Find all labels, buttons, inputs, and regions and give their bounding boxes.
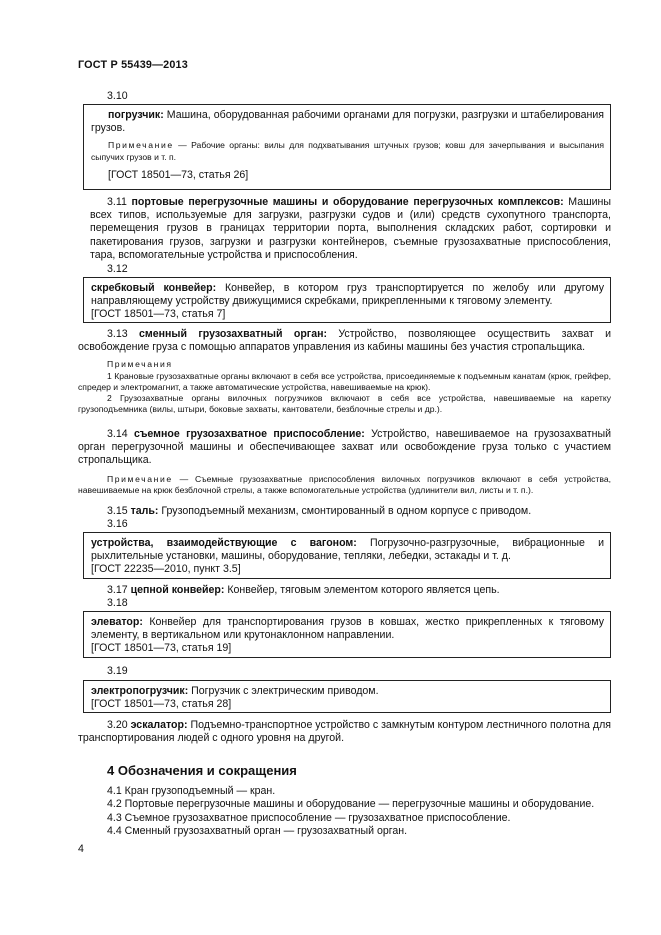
term-3-13 <box>78 328 611 415</box>
term-definition <box>91 685 604 698</box>
term-name: цепной конвейер: <box>130 584 225 596</box>
term-number: 3.14 <box>107 428 128 440</box>
term-reference: [ГОСТ 18501—73, статья 26] <box>108 169 249 181</box>
section-title: 4 Обозначения и сокращения <box>107 763 297 778</box>
term-definition <box>91 537 604 563</box>
term-definition <box>78 428 611 468</box>
definition-text: Машина, оборудованная рабочими органами для погрузки, разгрузки и штабелирования грузов. <box>91 109 604 135</box>
definition-text: Погрузочно-разгрузочные, вибрационные и рыхлительные установки, машины, оборудование, тепляки, лебедки, эстакады и т. д. <box>91 537 604 563</box>
definition-text: Устройство, навешиваемое на грузозахватный орган перегрузочной машины и обеспечивающее захват или освобождение груза только с участием стропальщика. <box>78 428 611 467</box>
term-box-3-16 <box>83 532 611 579</box>
note-text: — Рабочие органы: вилы для подхватывания штучных грузов; ковш для зачерпывания и высыпания сыпучих грузов и т. п. <box>91 140 604 162</box>
term-reference: [ГОСТ 18501—73, статья 28] <box>91 698 232 711</box>
definition-text: Подъемно-транспортное устройство с замкнутым контуром лестничного полотна для транспортирования людей с одного уровня на другой. <box>78 719 611 745</box>
term-3-15 <box>107 505 531 518</box>
term-number-3-12: 3.12 <box>107 263 128 275</box>
term-number: 3.17 <box>107 584 128 596</box>
term-reference: [ГОСТ 22235—2010, пункт 3.5] <box>91 563 241 576</box>
definition-text: Конвейер для транспортирования грузов в ковшах, жестко прикрепленных к тяговому элементу, в вертикальном или крутонаклонном направлении. <box>91 616 604 642</box>
term-box-3-18 <box>83 611 611 658</box>
term-3-11 <box>90 196 611 262</box>
abbreviations-list <box>107 785 611 839</box>
note-2: 2 Грузозахватные органы вилочных погрузчиков включают в себя все устройства, навешиваемые на каретку грузоподъемника (вилы, штыри, боковые захваты, кантователи, безблочные стрелы и др.). <box>78 393 611 415</box>
term-reference: [ГОСТ 18501—73, статья 19] <box>91 642 232 655</box>
definition-text: Конвейер, в котором груз транспортируется по желобу или другому направляющему устройству движущимися скребками, прикрепленными к тяговому элементу. <box>91 282 604 308</box>
term-name: скребковый конвейер: <box>91 282 217 294</box>
list-item: 4.3 Съемное грузозахватное приспособление — грузозахватное приспособление. <box>107 811 511 824</box>
term-box-3-12 <box>83 277 611 323</box>
term-name: таль: <box>130 505 159 517</box>
term-definition <box>91 616 604 642</box>
term-name: устройства, взаимодействующие с вагоном: <box>91 537 357 549</box>
document-header: ГОСТ Р 55439—2013 <box>78 59 188 71</box>
term-note <box>91 140 604 163</box>
note-label: Примечание <box>108 140 174 151</box>
notes-label: Примечания <box>107 359 173 370</box>
term-3-20 <box>78 719 611 745</box>
term-number-3-16: 3.16 <box>107 518 128 530</box>
definition-text: Машины всех типов, используемые для загрузки, разгрузки судов и (или) средств сухопутного транспорта, перемещения грузов в границах территории порта, выполнения складских работ, сортировки и пакетирования грузов, загрузки и разгрузки контейнеров, съемные грузозахватные приспособления, тара, вспомогательные устройства и приспособления. <box>90 196 611 261</box>
term-name: сменный грузозахватный орган: <box>139 328 328 340</box>
term-definition <box>78 328 611 354</box>
term-number-3-19: 3.19 <box>107 665 128 677</box>
list-item: 4.1 Кран грузоподъемный — кран. <box>107 785 276 797</box>
term-name: электропогрузчик: <box>91 685 189 697</box>
term-number: 3.11 <box>107 196 127 208</box>
page-number: 4 <box>78 843 84 855</box>
definition-text: Погрузчик с электрическим приводом. <box>188 685 379 697</box>
term-name: съемное грузозахватное приспособление: <box>133 428 365 440</box>
list-item: 4.4 Сменный грузозахватный орган — грузозахватный орган. <box>107 825 408 838</box>
definition-text: Грузоподъемный механизм, смонтированный в одном корпусе с приводом. <box>158 505 532 517</box>
note-text: — Съемные грузозахватные приспособления вилочных погрузчиков включают в себя устройства, навешиваемые на крюк безблочной стрелы, а также вспомогательные устройства (удлинители вил, листы и т. п.). <box>78 473 611 495</box>
term-3-17 <box>107 584 500 597</box>
term-definition <box>78 719 611 745</box>
definition-text: Конвейер, тяговым элементом которого является цепь. <box>224 584 500 596</box>
term-number-3-18: 3.18 <box>107 597 128 609</box>
note-label: Примечание <box>107 473 173 484</box>
term-note <box>78 474 611 496</box>
term-name: элеватор: <box>91 616 143 628</box>
term-name: портовые перегрузочные машины и оборудование перегрузочных комплексов: <box>131 196 564 208</box>
term-number: 3.15 <box>107 505 128 517</box>
note-1: 1 Крановые грузозахватные органы включают в себя все устройства, присоединяемые к подъемным канатам (крюк, грейфер, спредер и электромагнит, а также автоматические устройства, навешиваемые на крюк). <box>78 370 611 392</box>
term-name: эскалатор: <box>130 719 188 731</box>
term-definition <box>90 196 611 262</box>
term-box-3-19 <box>83 680 611 713</box>
term-reference: [ГОСТ 18501—73, статья 7] <box>91 308 226 321</box>
term-box-3-10 <box>83 104 611 190</box>
term-definition <box>91 282 604 308</box>
list-item: 4.2 Портовые перегрузочные машины и оборудование — перегрузочные машины и оборудование. <box>107 798 595 811</box>
definition-text: Устройство, позволяющее осуществить захват и освобождение груза с помощью аппаратов управления из кабины машины без участия стропальщика. <box>78 328 612 354</box>
term-3-14 <box>78 428 611 496</box>
term-number-3-10: 3.10 <box>107 90 128 102</box>
term-definition <box>91 109 604 135</box>
term-number: 3.13 <box>107 328 128 340</box>
term-name: погрузчик: <box>108 109 164 121</box>
term-number: 3.20 <box>107 719 128 731</box>
